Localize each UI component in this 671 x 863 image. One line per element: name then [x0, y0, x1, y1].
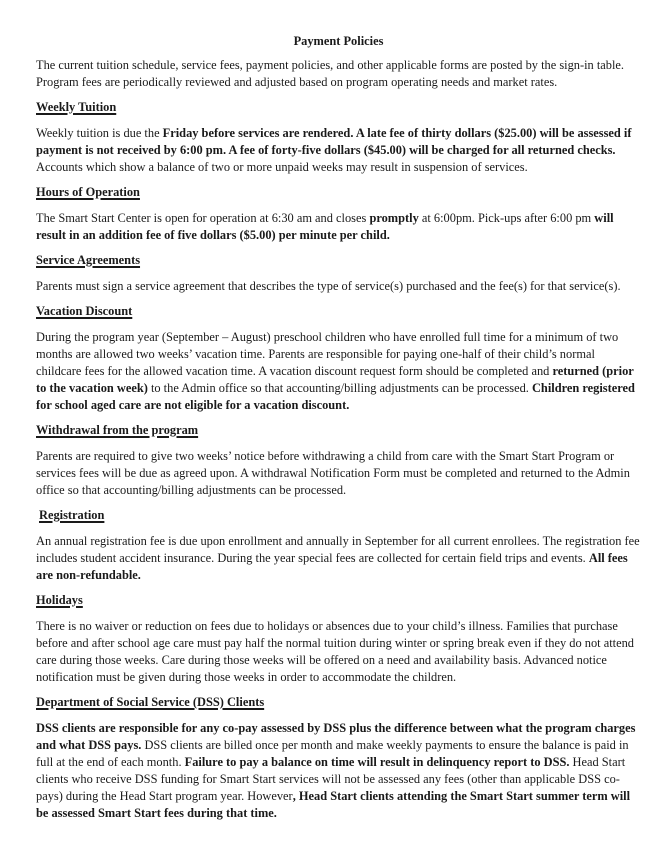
- section-vacation-discount: [36, 303, 641, 414]
- text-run: During the program year (September – August) preschool children who have enrolled full time for a minimum of two months are allowed two weeks’ vacation time. Parents are responsible for paying one-half of their child’s normal childcare fees for the allowed vacation time. A vacation discount request form should be completed and: [36, 330, 619, 378]
- text-run: Parents are required to give two weeks’ notice before withdrawing a child from care with the Smart Start Program or services fees will be due as agreed upon. A withdrawal Notification Form must be completed and returned to the Admin office so that accounting/billing adjustments can be processed.: [36, 449, 630, 497]
- section-body: [36, 618, 641, 686]
- section-heading: Hours of Operation: [36, 185, 140, 199]
- section-heading: Weekly Tuition: [36, 100, 117, 114]
- bold-text-run: returned (prior to the vacation week): [36, 364, 634, 395]
- section-heading: Department of Social Service (DSS) Clients: [36, 695, 265, 709]
- section-heading: Service Agreements: [36, 253, 141, 267]
- bold-text-run: , Head Start clients attending the Smart Start summer term will be assessed Smart Start fees during that time.: [36, 789, 631, 820]
- text-run: Accounts which show a balance of two or more unpaid weeks may result in suspension of services.: [36, 160, 528, 174]
- text-run: DSS clients are billed once per month and make weekly payments to ensure the balance is paid in full at the end of each month.: [36, 738, 629, 769]
- intro-paragraph: [36, 57, 641, 91]
- section-body: [36, 329, 641, 414]
- section-heading: Registration: [39, 508, 105, 522]
- section-body: [36, 533, 641, 584]
- bold-text-run: Failure to pay a balance on time will result in delinquency report to DSS.: [184, 755, 570, 769]
- bold-text-run: All fees are non-refundable.: [36, 551, 628, 582]
- text-run: Head Start clients who receive DSS funding for Smart Start services will not be assessed any fees (other than applicable DSS co-pays) during the Head Start program year. However: [36, 755, 626, 803]
- bold-text-run: Children registered for school aged care are not eligible for a vacation discount.: [36, 381, 635, 412]
- section-heading: Withdrawal from the program: [36, 423, 199, 437]
- bold-text-run: promptly: [369, 211, 419, 225]
- text-run: There is no waiver or reduction on fees due to holidays or absences due to your child’s illness. Families that purchase before and after school age care must pay half the normal tuition during winter or spring break even if they do not attend care during those weeks. Care during those weeks will be offered on a need and availability basis. Advanced notice notification must be given during those weeks in order to accommodate the children.: [36, 619, 634, 684]
- text-run: Weekly tuition is due the: [36, 126, 163, 140]
- text-run: at 6:00pm. Pick-ups after 6:00 pm: [418, 211, 595, 225]
- section-hours-of-operation: [36, 184, 641, 244]
- document-title: Payment Policies: [293, 34, 384, 48]
- section-holidays: [36, 592, 641, 686]
- section-body: [36, 125, 641, 176]
- section-heading: Holidays: [36, 593, 83, 607]
- text-run: Parents must sign a service agreement that describes the type of service(s) purchased and the fee(s) for that service(s).: [36, 279, 621, 293]
- section-dss-clients: [36, 694, 641, 822]
- bold-text-run: Friday before services are rendered. A late fee of thirty dollars ($25.00) will be assessed if payment is not received by 6:00 pm. A fee of forty-five dollars ($45.00) will be charged for all returned checks.: [36, 126, 632, 157]
- section-body: [36, 210, 641, 244]
- text-run: The current tuition schedule, service fees, payment policies, and other applicable forms are posted by the sign-in table. Program fees are periodically reviewed and adjusted based on program operating needs and market rates.: [36, 58, 625, 89]
- section-withdrawal: [36, 422, 641, 499]
- section-body: [36, 720, 641, 822]
- text-run: The Smart Start Center is open for operation at 6:30 am and closes: [36, 211, 370, 225]
- section-registration: [36, 507, 641, 584]
- text-run: An annual registration fee is due upon enrollment and annually in September for all current enrollees. The registration fee includes student accident insurance. During the year special fees are collected for certain field trips and events.: [36, 534, 640, 565]
- text-run: to the Admin office so that accounting/billing adjustments can be processed.: [147, 381, 532, 395]
- section-body: [36, 278, 641, 295]
- section-service-agreements: [36, 252, 641, 295]
- bold-text-run: will result in an addition fee of five dollars ($5.00) per minute per child.: [36, 211, 614, 242]
- section-weekly-tuition: [36, 99, 641, 176]
- section-body: [36, 448, 641, 499]
- bold-text-run: DSS clients are responsible for any co-pay assessed by DSS plus the difference between what the program charges and what DSS pays.: [36, 721, 636, 752]
- section-heading: Vacation Discount: [36, 304, 133, 318]
